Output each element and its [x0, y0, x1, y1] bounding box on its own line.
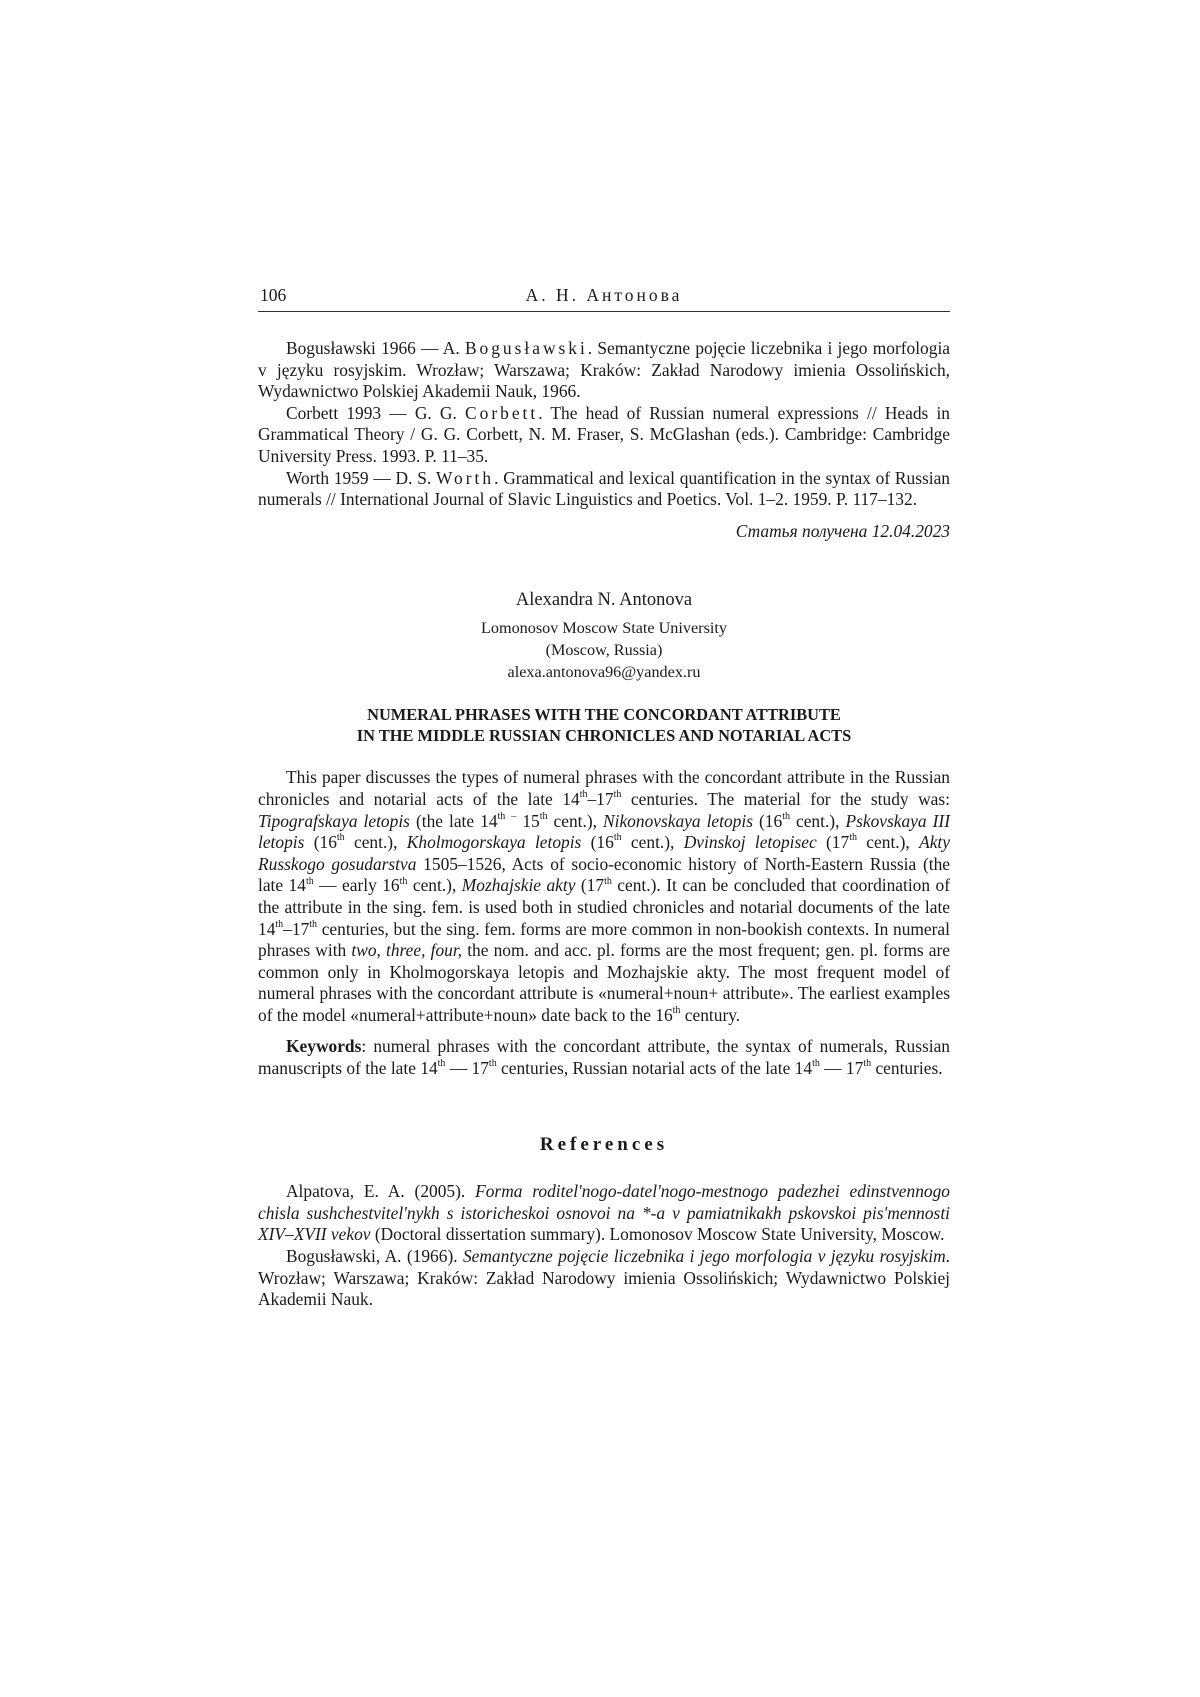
title-line-1: NUMERAL PHRASES WITH THE CONCORDANT ATTRIBUTE — [367, 705, 841, 725]
author-location: (Moscow, Russia) — [545, 641, 663, 660]
running-head — [258, 285, 950, 312]
abstract: This paper discusses the types of numeral phrases with the concordant attribute in the Russian chronicles and notarial acts of the late 14th–17th centuries. The material for the study was: Tipografskaya letopis (the late 14th – 15th cent.), Nikonovskaya letopis (16th cent.), Pskovskaya III letopis (16th cent.), Kholmogorskaya letopis (16th cent.), Dvinskoj letopisec (17th cent.), Akty Russkogo gosudarstva 1505–1526, Acts of socio-economic history of North-Eastern Russia (the late 14th — early 16th cent.), Mozhajskie akty (17th cent.). It can be concluded that coordination of the attribute in the sing. fem. is used both in studied chronicles and notarial documents of the late 14th–17th centuries, but the sing. fem. forms are more common in non-bookish contexts. In numeral phrases with two, three, four, the nom. and acc. pl. forms are the most frequent; gen. pl. forms are common only in Kholmogorskaya letopis and Mozhajskie akty. The most frequent model of numeral phrases with the concordant attribute is «numeral+noun+ attribute». The earliest examples of the model «numeral+attribute+noun» date back to the 16th century. — [258, 767, 951, 1025]
author-block — [258, 588, 950, 683]
page-number: 106 — [260, 285, 287, 305]
author-university: Lomonosov Moscow State University — [481, 619, 727, 638]
title-line-2: IN THE MIDDLE RUSSIAN CHRONICLES AND NOTARIAL ACTS — [356, 725, 852, 745]
reference-entry: Corbett 1993 — G. G. Corbett. The head of Russian numeral expressions // Heads in Grammatical Theory / G. G. Corbett, N. M. Fraser, S. McGlashan (eds.). Cambridge: Cambridge University Press. 1993. P. 11–35. — [258, 402, 950, 466]
russian-reference-list — [258, 338, 950, 511]
keywords-label: Keywords — [286, 1036, 362, 1057]
author-email: alexa.antonova96@yandex.ru — [507, 663, 701, 682]
reference-entry: Worth 1959 — D. S. Worth. Grammatical and lexical quantification in the syntax of Russian numerals // International Journal of Slavic Linguistics and Poetics. Vol. 1–2. 1959. P. 117–132. — [258, 467, 950, 510]
article-title — [258, 705, 950, 746]
references-heading: References — [539, 1133, 669, 1155]
reference-entry: Bogusławski 1966 — A. Bogusławski. Semantyczne pojęcie liczebnika i jego morfologia v języku rosyjskim. Wrozław; Warszawa; Kraków: Zakład Narodowy imienia Ossolińskich, Wydawnictwo Polskiej Akademii Nauk, 1966. — [258, 338, 950, 402]
author-name: Alexandra N. Antonova — [515, 590, 693, 611]
keywords: Keywords: numeral phrases with the concordant attribute, the syntax of numerals, Russian manuscripts of the late 14th — 17th centuries, Russian notarial acts of the late 14th — 17th centuries. — [258, 1036, 950, 1079]
received-date: Статья получена 12.04.2023 — [735, 520, 950, 541]
reference-entry: Alpatova, E. A. (2005). Forma roditel'nogo-datel'nogo-mestnogo padezhei edinstvennogo chisla sushchestvitel'nykh s istoricheskoi osnovoi na *-a v pamiatnikakh pskovskoi pis'mennosti XIV–XVII vekov (Doctoral dissertation summary). Lomonosov Moscow State University, Moscow. — [258, 1181, 950, 1245]
reference-entry: Bogusławski, A. (1966). Semantyczne pojęcie liczebnika i jego morfologia v języku rosyjskim. Wrozław; Warszawa; Kraków: Zakład Narodowy imienia Ossolińskich; Wydawnictwo Polskiej Akademii Nauk. — [258, 1246, 950, 1310]
page-content — [258, 285, 950, 1311]
reference-list — [258, 1181, 950, 1311]
running-head-author: А. Н. Антонова — [525, 285, 683, 305]
